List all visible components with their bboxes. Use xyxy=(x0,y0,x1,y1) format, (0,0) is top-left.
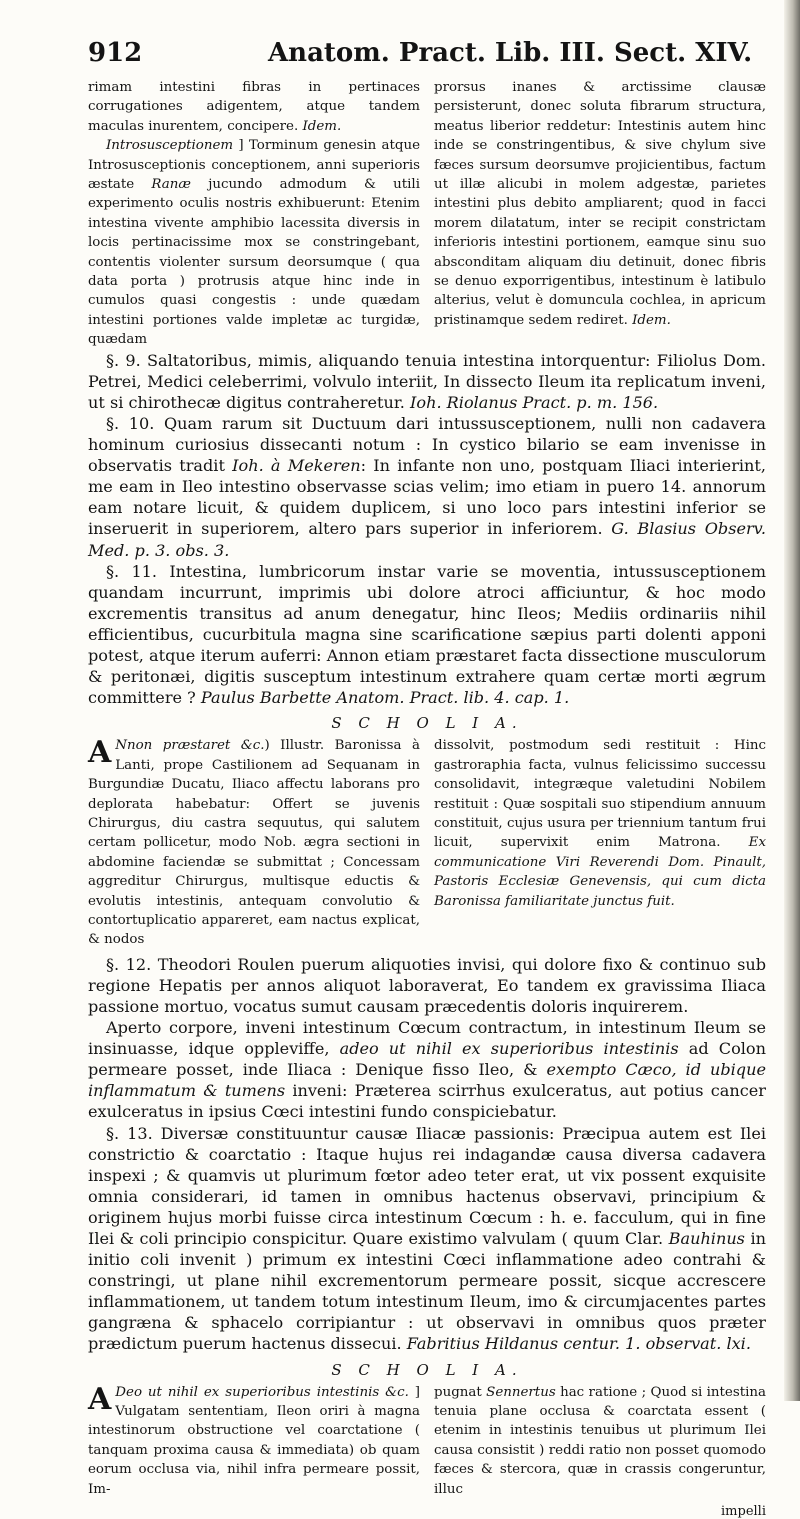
text: prorsus inanes & arctissime clausæ persisterunt, donec soluta fibrarum structura, meatus liberior reddetur: Intestinis autem hinc inde se constringentibus, & sive chylum sive fæces sursum deorsumve projicientibus, factum ut illæ alicubi in molem adgestæ, parietes intestini plus debito ampliarent; quod in facci morem dilatatum, inter se recipit constrictam inferioris intestini portionem, eamque sinu suo absconditam aliquam diu detinuit, donec fibris se denuo exporrigentibus, intestinum è latibulo alterius, velut è domuncula cochlea, in apricum pristinamque sedem rediret. xyxy=(434,80,766,328)
text: in initio coli invenit ) primum ex intestini Cœci inflammatione adeo contrahi & constringi, ut plane nihil excrementorum permeare possit, sicque accrescere inflammationem, ut tandem totum intestinum Ileum, imo & circumjacentes partes gangræna & sphacelo corripiantur : ut observavi in omnibus quos præter prædictum puerum hactenus dissecui. xyxy=(88,1228,766,1354)
section-9 xyxy=(88,350,766,413)
text: inveni: Præterea scirrhus exulceratus, aut potius cancer exulceratus in ipsius Cœci intestini fundo conspiciebatur. xyxy=(88,1081,766,1122)
text: ) Illustr. Baronissa à Lanti, prope Castilionem ad Sequanam in Burgundiæ Ducatu, Iliaco affectu laborans pro deplorata habebatur: Offert se juvenis Chirurgus, diu castra sequutus, qui salutem certam pollicetur, modo Nob. ægra sectioni in abdomine faciendæ se submittat ; Concessam aggreditur Chirurgus, multisque eductis & evolutis intestinis, antequam convolutio & contortuplicatio appareret, eam nactus explicat, & nodos xyxy=(88,738,420,948)
text: Aperto corpore, inveni intestinum Cœcum contractum, in intestinum Ileum se insinuasse, idque oppleviffe, xyxy=(88,1018,766,1059)
paragraph xyxy=(88,136,420,349)
catchword: impelli xyxy=(721,1503,766,1519)
paragraph xyxy=(88,78,420,136)
source-citation: Idem. xyxy=(302,118,342,134)
scholia-1-right xyxy=(434,736,766,949)
drop-cap: A xyxy=(88,735,112,771)
paragraph xyxy=(88,736,420,949)
lemma: Nnon præstaret &c. xyxy=(115,738,265,754)
section-12 xyxy=(88,954,766,1017)
paragraph xyxy=(434,1383,766,1499)
source-citation: Paulus Barbette Anatom. Pract. lib. 4. cap. 1. xyxy=(200,688,570,708)
source-citation: Ex communicatione Viri Reverendi Dom. Pinault, Pastoris Ecclesiæ Genevensis, qui cum dicta Baronissa familiaritate junctus fuit. xyxy=(434,835,766,909)
paragraph xyxy=(434,736,766,911)
lemma: Introsusceptionem xyxy=(106,138,234,154)
scholia-2-left xyxy=(88,1383,420,1499)
scholia-1-block xyxy=(88,736,766,949)
scholia-2-block xyxy=(88,1381,766,1519)
author-name: Ioh. à Mekeren xyxy=(232,456,361,476)
italic-phrase: adeo ut nihil ex superioribus intestinis xyxy=(339,1039,679,1059)
source-citation: G. Blasius Observ. Med. p. 3. obs. 3. xyxy=(88,519,766,560)
author-name: Sennertus xyxy=(486,1384,556,1400)
main-text-2 xyxy=(88,954,766,1355)
section-11 xyxy=(88,561,766,709)
running-title: Anatom. Pract. Lib. III. Sect. XIV. xyxy=(268,38,753,68)
text: pugnat xyxy=(434,1384,482,1400)
source-citation: Fabritius Hildanus centur. 1. observat. lxi. xyxy=(406,1334,751,1354)
text: §. 13. Diversæ constituuntur causæ Iliacæ passionis: Præcipua autem est Ilei constrictio & coarctatio : Itaque hujus rei indagandæ causa diversa cadavera inspexi ; & quamvis ut plurimum fœtor adeo teter erat, ut vix possent exquisite omnia considerari, id tamen in omnibus hactenus observavi, principium & originem hujus morbi fuisse circa intestinum Cœcum : h. e. facculum, qui in fine Ilei & coli principio conspicitur. Quare existimo valvulam ( quum Clar. xyxy=(88,1123,766,1248)
section-13 xyxy=(88,1123,766,1355)
top-two-column-block xyxy=(88,78,766,350)
italic-phrase: exempto Cæco, id ubique inflammatum & tumens xyxy=(88,1060,766,1101)
page-number: 912 xyxy=(88,38,143,68)
paragraph xyxy=(434,78,766,330)
drop-cap: A xyxy=(88,1381,112,1417)
page-header xyxy=(88,38,766,74)
text: hac ratione ; Quod si intestina tenuia plane occlusa & coarctata essent ( etenim in intestinis tenuibus ut plurimum Ilei causa consistit ) reddi ratio non posset quomodo fæces & stercora, quæ in crassis congeruntur, illuc xyxy=(434,1384,766,1497)
source-citation: Ioh. Riolanus Pract. p. m. 156. xyxy=(410,392,659,412)
source-citation: Idem. xyxy=(632,312,671,328)
text: ] Vulgatam sententiam, Ileon oriri à magna intestinorum obstructione vel coarctatione ( tanquam proxima causa & immediata) ob quam eorum occlusa via, nihil infra permeare possit, Im- xyxy=(88,1384,421,1497)
text: §. 11. Intestina, lumbricorum instar varie se moventia, intussusceptionem quandam incurrunt, imprimis ubi dolore atroci afficiuntur, & hoc modo excrementis transitus ad anum denegatur, hinc Ileos; Mediis ordinariis nihil efficientibus, cucurbitula magna sine scarificatione sæpius parti dolenti apponi potest, atque iterum auferri: Annon etiam præstaret facta dissectione musculorum & peritonæi, digitis susceptum intestinum extrahere quam certæ morti ægrum committere ? xyxy=(88,561,766,708)
author-name: Bauhinus xyxy=(668,1228,745,1248)
section-10 xyxy=(88,413,766,561)
text: ad Colon permeare posset, inde Iliaca : Denique fisso Ileo, & xyxy=(88,1039,766,1080)
italic-term: Ranæ xyxy=(151,177,191,193)
text: : In infante non uno, postquam Iliaci interierint, me eam in Ileo intestino observasse scias velim; imo etiam in puero 14. annorum eam notare licuit, & quidem duplicem, si uno loco pars intestini inferior se inseruerit in superiorem, altero pars superior in inferiorem. xyxy=(88,456,767,539)
text: dissolvit, postmodum sedi restituit : Hinc gastroraphia facta, vulnus felicissimo successu consolidavit, integræque valetudini Nobilem restituit : Quæ sospitali suo stipendium annuum constituit, cujus usura per triennium tantum frui licuit, supervixit enim Matrona. xyxy=(434,738,766,851)
scholia-2-right xyxy=(434,1383,766,1499)
page-content xyxy=(88,78,767,1519)
text: jucundo admodum & utili experimento oculis nostris exhibuerunt: Etenim intestina vivente amphibio lacessita diversis in locis pertinacissime mox se constringebant, contentis violenter sursum deorsumque ( qua data porta ) protrusis atque hinc inde in cumulos quasi congestis : unde quædam intestini portiones valde impletæ ac turgidæ, quædam xyxy=(88,177,420,348)
scholia-heading: S C H O L I A. xyxy=(331,1360,523,1379)
text: rimam intestini fibras in pertinaces corrugationes adigentem, atque tandem maculas inurentem, concipere. xyxy=(88,80,420,134)
top-right-column xyxy=(434,78,766,350)
text: ] Torminum genesin atque Introsusceptionis conceptionem, anni superioris æstate xyxy=(88,138,420,193)
text: §. 9. Saltatoribus, mimis, aliquando tenuia intestina intorquentur: Filiolus Dom. Petrei, Medici celeberrimi, volvulo interiit, In dissecto Ileum ita replicatum inveni, ut si chirothecæ digitus contraheretur. xyxy=(88,350,766,412)
lemma: Deo ut nihil ex superioribus intestinis &c. xyxy=(115,1384,409,1400)
page-edge-shadow xyxy=(784,0,800,1401)
main-text xyxy=(88,350,766,709)
top-left-column xyxy=(88,78,420,350)
scholia-heading: S C H O L I A. xyxy=(331,714,523,733)
text: §. 12. Theodori Roulen puerum aliquoties invisi, qui dolore fixo & continuo sub regione Hepatis per annos aliquot laboraverat, Eo tandem ex gravissima Iliaca passione mortuo, vocatus sumut causam præcedentis doloris inquirerem. xyxy=(88,954,766,1016)
scholia-1-left xyxy=(88,736,420,949)
paragraph xyxy=(88,1383,420,1499)
text: §. 10. Quam rarum sit Ductuum dari intussusceptionem, nulli non cadavera hominum curiosius dissecanti notum : In cystico bilario se eam invenisse in observatis tradit xyxy=(88,413,766,476)
section-12-continued xyxy=(88,1017,766,1122)
